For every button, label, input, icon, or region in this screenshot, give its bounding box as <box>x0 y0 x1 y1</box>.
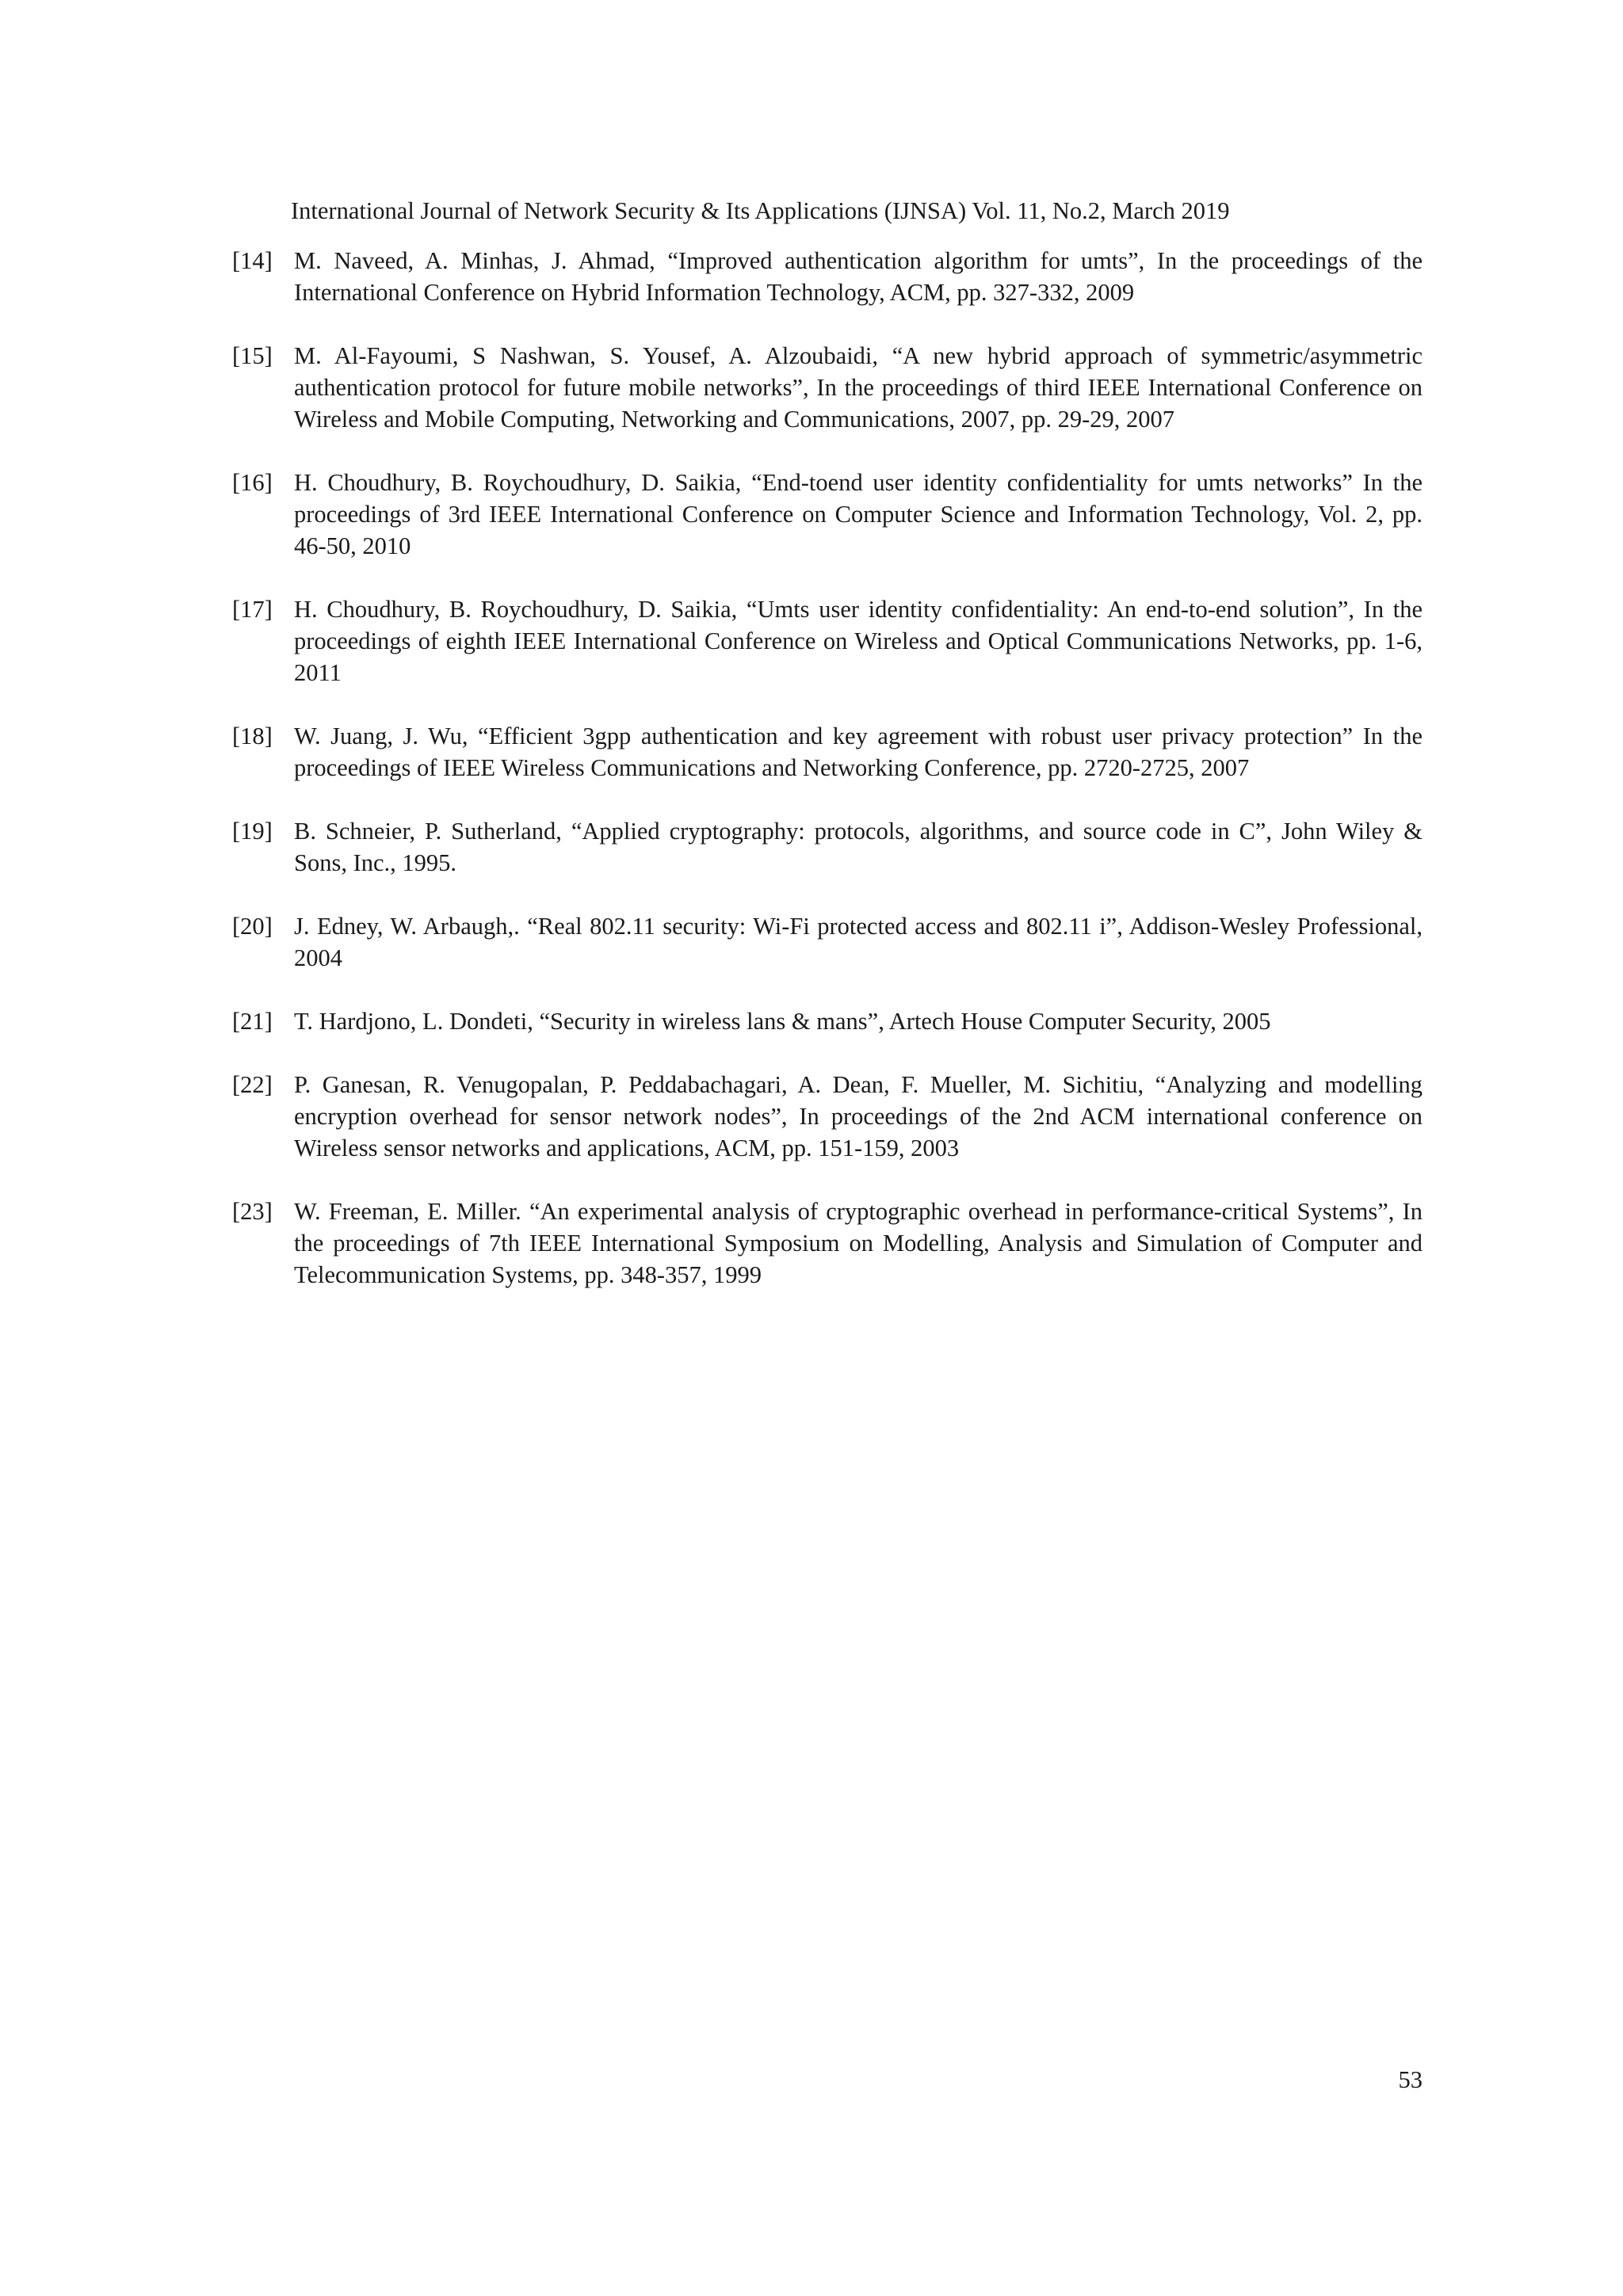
reference-item <box>232 720 1423 784</box>
reference-number: [20] <box>232 913 273 940</box>
reference-text: M. Al-Fayoumi, S Nashwan, S. Yousef, A. Alzoubaidi, “A new hybrid approach of symmetric/asymmetric authentication protocol for future mobile networks”, In the proceedings of third IEEE International Conference on Wireless and Mobile Computing, Networking and Communications, 2007, pp. 29-29, 2007 <box>294 342 1423 433</box>
reference-number: [22] <box>232 1071 273 1098</box>
reference-item <box>232 1196 1423 1291</box>
reference-item <box>232 593 1423 688</box>
reference-number: [14] <box>232 247 273 274</box>
reference-number: [23] <box>232 1198 273 1225</box>
reference-text: J. Edney, W. Arbaugh,. “Real 802.11 security: Wi-Fi protected access and 802.11 i”, Addison-Wesley Professional, 2004 <box>294 913 1423 971</box>
page-number: 53 <box>1398 2066 1423 2093</box>
reference-item <box>232 340 1423 435</box>
reference-number: [18] <box>232 723 273 749</box>
reference-item <box>232 910 1423 974</box>
reference-text: P. Ganesan, R. Venugopalan, P. Peddabachagari, A. Dean, F. Mueller, M. Sichitiu, “Analyzing and modelling encryption overhead for sensor network nodes”, In proceedings of the 2nd ACM international conference on Wireless sensor networks and applications, ACM, pp. 151-159, 2003 <box>294 1071 1423 1161</box>
reference-list <box>232 245 1423 1322</box>
reference-item <box>232 467 1423 562</box>
reference-number: [19] <box>232 818 273 845</box>
reference-text: H. Choudhury, B. Roychoudhury, D. Saikia, “End-toend user identity confidentiality for umts networks” In the proceedings of 3rd IEEE International Conference on Computer Science and Information Technology, Vol. 2, pp. 46-50, 2010 <box>294 469 1423 559</box>
reference-text: M. Naveed, A. Minhas, J. Ahmad, “Improved authentication algorithm for umts”, In the proceedings of the International Conference on Hybrid Information Technology, ACM, pp. 327-332, 2009 <box>294 247 1423 306</box>
journal-running-header: International Journal of Network Security & Its Applications (IJNSA) Vol. 11, No.2, March 2019 <box>291 197 1230 224</box>
reference-number: [16] <box>232 469 273 496</box>
reference-text: H. Choudhury, B. Roychoudhury, D. Saikia, “Umts user identity confidentiality: An end-to-end solution”, In the proceedings of eighth IEEE International Conference on Wireless and Optical Communications Networks, pp. 1-6, 2011 <box>294 596 1423 686</box>
reference-item <box>232 245 1423 308</box>
reference-text: W. Freeman, E. Miller. “An experimental analysis of cryptographic overhead in performance-critical Systems”, In the proceedings of 7th IEEE International Symposium on Modelling, Analysis and Simulation of Computer and Telecommunication Systems, pp. 348-357, 1999 <box>294 1198 1423 1288</box>
reference-text: T. Hardjono, L. Dondeti, “Security in wireless lans & mans”, Artech House Computer Security, 2005 <box>294 1008 1271 1035</box>
reference-text: B. Schneier, P. Sutherland, “Applied cryptography: protocols, algorithms, and source code in C”, John Wiley & Sons, Inc., 1995. <box>294 818 1423 876</box>
reference-item <box>232 1069 1423 1164</box>
reference-number: [15] <box>232 342 273 369</box>
reference-item <box>232 815 1423 879</box>
reference-number: [21] <box>232 1008 273 1035</box>
reference-number: [17] <box>232 596 273 623</box>
reference-item <box>232 1005 1423 1037</box>
reference-text: W. Juang, J. Wu, “Efficient 3gpp authentication and key agreement with robust user privacy protection” In the proceedings of IEEE Wireless Communications and Networking Conference, pp. 2720-2725, 2007 <box>294 723 1423 781</box>
